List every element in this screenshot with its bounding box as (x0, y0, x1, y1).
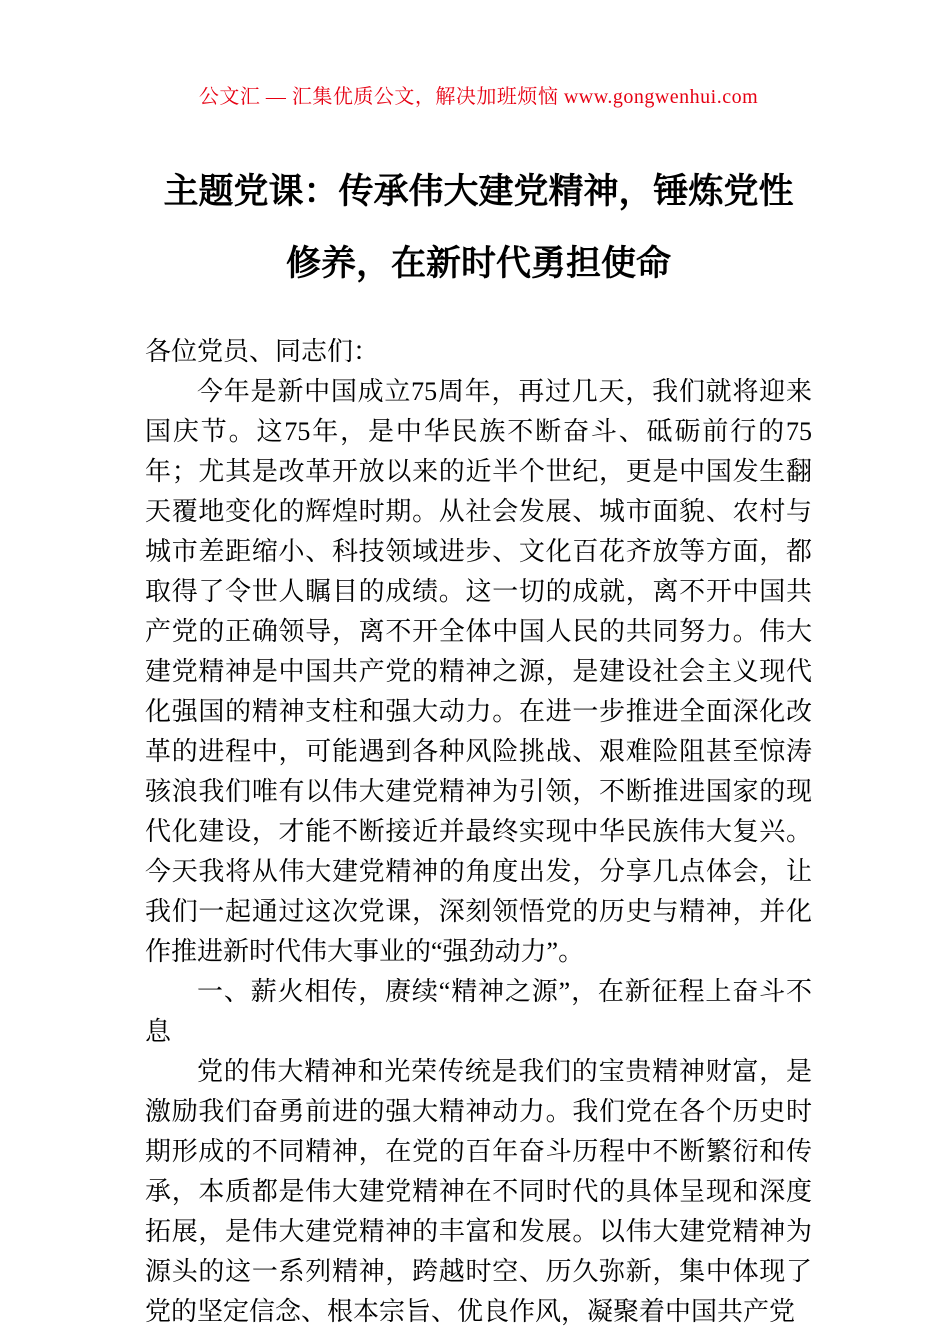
site-watermark-header: 公文汇 — 汇集优质公文，解决加班烦恼 www.gongwenhui.com (198, 86, 759, 108)
body-paragraph: 党的伟大精神和光荣传统是我们的宝贵精神财富，是激励我们奋勇前进的强大精神动力。我们党在各个历史时期形成的不同精神，在党的百年奋斗历程中不断繁衍和传承，本质都是伟大建党精神在不同时代的具体呈现和深度拓展，是伟大建党精神的丰富和发展。以伟大建党精神为源头的这一系列精神，跨越时空、历久弥新，集中体现了党的坚定信念、根本宗旨、优良作风，凝聚着中国共产党 (145, 1056, 812, 1326)
document-title (145, 156, 812, 300)
document-title-line-2: 修养，在新时代勇担使命 (285, 243, 671, 283)
body-paragraph: 今年是新中国成立75周年，再过几天，我们就将迎来国庆节。这75年，是中华民族不断奋斗、砥砺前行的75年；尤其是改革开放以来的近半个世纪，更是中国发生翻天覆地变化的辉煌时期。从社会发展、城市面貌、农村与城市差距缩小、科技领域进步、文化百花齐放等方面，都取得了令世人瞩目的成绩。这一切的成就，离不开中国共产党的正确领导，离不开全体中国人民的共同努力。伟大建党精神是中国共产党的精神之源，是建设社会主义现代化强国的精神支柱和强大动力。在进一步推进全面深化改革的进程中，可能遇到各种风险挑战、艰难险阻甚至惊涛骇浪我们唯有以伟大建党精神为引领，不断推进国家的现代化建设，才能不断接近并最终实现中华民族伟大复兴。今天我将从伟大建党精神的角度出发，分享几点体会，让我们一起通过这次党课，深刻领悟党的历史与精神，并化作推进新时代伟大事业的“强劲动力”。 (145, 376, 812, 966)
document-body (145, 332, 812, 1332)
document-title-line-1: 主题党课：传承伟大建党精神，锤炼党性 (163, 172, 794, 211)
salutation: 各位党员、同志们： (145, 336, 380, 366)
section-heading: 一、薪火相传，赓续“精神之源”，在新征程上奋斗不息 (145, 976, 812, 1046)
